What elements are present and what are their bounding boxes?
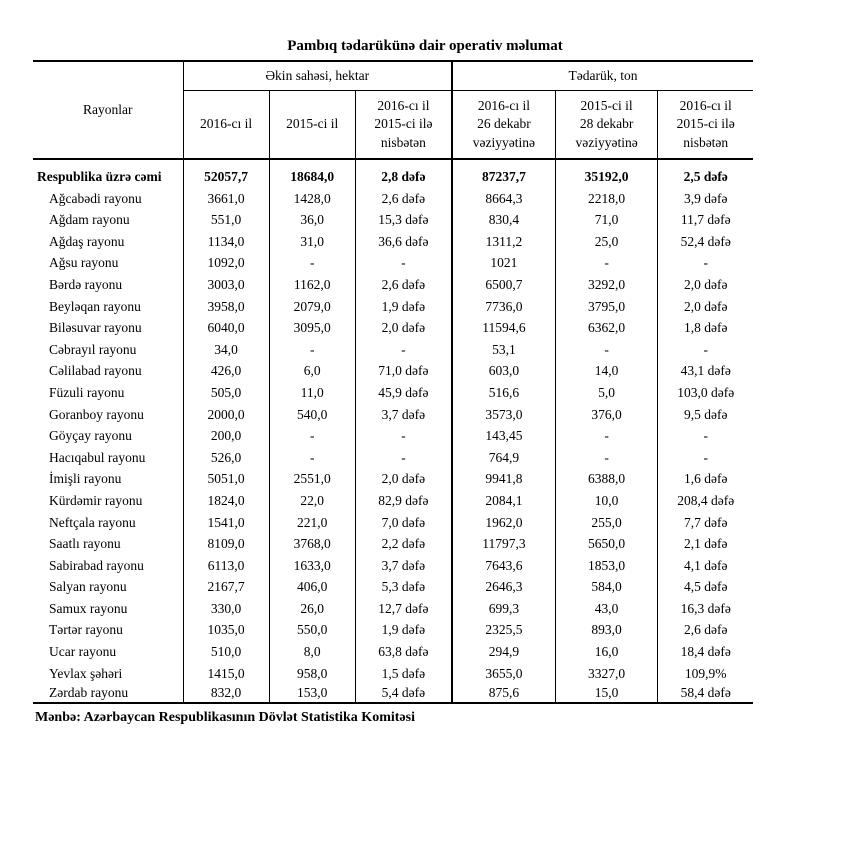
cell: - bbox=[269, 447, 355, 469]
cell: 36,0 bbox=[269, 209, 355, 231]
table-row bbox=[33, 188, 753, 210]
region-name: Samux rayonu bbox=[49, 600, 128, 616]
cell: 3661,0 bbox=[183, 188, 269, 210]
cell: - bbox=[555, 252, 658, 274]
region-name: Salyan rayonu bbox=[49, 579, 127, 595]
cell: 376,0 bbox=[555, 404, 658, 426]
region-name: Ağcabədi rayonu bbox=[49, 190, 142, 206]
cell: - bbox=[355, 425, 452, 447]
region-name: Cəbrayıl rayonu bbox=[49, 341, 137, 357]
cell: 1541,0 bbox=[183, 512, 269, 534]
cell: 6113,0 bbox=[183, 555, 269, 577]
region-name: Neftçala rayonu bbox=[49, 514, 136, 530]
cell: - bbox=[269, 425, 355, 447]
cell: 208,4 dəfə bbox=[658, 490, 753, 512]
cell: 2,8 dəfə bbox=[355, 159, 452, 188]
cell: 6500,7 bbox=[452, 274, 555, 296]
cell: 58,4 dəfə bbox=[658, 684, 753, 703]
cell: 143,45 bbox=[452, 425, 555, 447]
cell: 1,9 dəfə bbox=[355, 619, 452, 641]
cell: 6040,0 bbox=[183, 317, 269, 339]
table-row bbox=[33, 512, 753, 534]
cell: 15,0 bbox=[555, 684, 658, 703]
cell: 6362,0 bbox=[555, 317, 658, 339]
cell: 2084,1 bbox=[452, 490, 555, 512]
region-name: Zərdab rayonu bbox=[33, 684, 183, 703]
cotton-table bbox=[33, 60, 753, 704]
cell: 2,6 dəfə bbox=[658, 619, 753, 641]
cell: 11,0 bbox=[269, 382, 355, 404]
cell: 1853,0 bbox=[555, 555, 658, 577]
cell: 14,0 bbox=[555, 360, 658, 382]
cell: 1824,0 bbox=[183, 490, 269, 512]
cell: 3768,0 bbox=[269, 533, 355, 555]
header-regions: Rayonlar bbox=[33, 61, 183, 159]
cell: 8664,3 bbox=[452, 188, 555, 210]
cell: 10,0 bbox=[555, 490, 658, 512]
cell: 7643,6 bbox=[452, 555, 555, 577]
cell: 2000,0 bbox=[183, 404, 269, 426]
cell: 526,0 bbox=[183, 447, 269, 469]
cell: 43,1 dəfə bbox=[658, 360, 753, 382]
header-area-2016: 2016-cı il bbox=[183, 91, 269, 160]
table-row bbox=[33, 533, 753, 555]
cell: 406,0 bbox=[269, 576, 355, 598]
cell: 36,6 dəfə bbox=[355, 231, 452, 253]
cell: 7736,0 bbox=[452, 296, 555, 318]
cell: 551,0 bbox=[183, 209, 269, 231]
cell: 1035,0 bbox=[183, 619, 269, 641]
cell: 9941,8 bbox=[452, 468, 555, 490]
cell: 25,0 bbox=[555, 231, 658, 253]
table-row bbox=[33, 576, 753, 598]
cell: 830,4 bbox=[452, 209, 555, 231]
table-row bbox=[33, 641, 753, 663]
cell: 2,0 dəfə bbox=[355, 468, 452, 490]
table-row bbox=[33, 684, 753, 703]
table-row bbox=[33, 598, 753, 620]
table-row bbox=[33, 209, 753, 231]
cell: 11797,3 bbox=[452, 533, 555, 555]
cell: 294,9 bbox=[452, 641, 555, 663]
cell: 5051,0 bbox=[183, 468, 269, 490]
total-label: Respublika üzrə cəmi bbox=[37, 169, 162, 184]
table-row bbox=[33, 490, 753, 512]
cell: 71,0 bbox=[555, 209, 658, 231]
cell: 2079,0 bbox=[269, 296, 355, 318]
region-name: Füzuli rayonu bbox=[49, 384, 125, 400]
cell: 53,1 bbox=[452, 339, 555, 361]
cell: 603,0 bbox=[452, 360, 555, 382]
region-name: Ucar rayonu bbox=[49, 644, 117, 660]
cell: 153,0 bbox=[269, 684, 355, 703]
header-area-ratio: 2016-cı il 2015-ci ilə nisbətən bbox=[355, 91, 452, 160]
cell: 16,3 dəfə bbox=[658, 598, 753, 620]
cell: 764,9 bbox=[452, 447, 555, 469]
cell: 3292,0 bbox=[555, 274, 658, 296]
cell: 87237,7 bbox=[452, 159, 555, 188]
cell: 3,7 dəfə bbox=[355, 555, 452, 577]
cell: 7,0 dəfə bbox=[355, 512, 452, 534]
cell: 3095,0 bbox=[269, 317, 355, 339]
region-name: Cəlilabad rayonu bbox=[49, 363, 142, 379]
cell: 1,9 dəfə bbox=[355, 296, 452, 318]
source-note: Mənbə: Azərbaycan Respublikasının Dövlət Statistika Komitəsi bbox=[35, 710, 415, 725]
region-name: Saatlı rayonu bbox=[49, 536, 121, 552]
region-name: Goranboy rayonu bbox=[49, 406, 144, 422]
cell: - bbox=[355, 339, 452, 361]
cell: 221,0 bbox=[269, 512, 355, 534]
cell: 5,4 dəfə bbox=[355, 684, 452, 703]
cell: 22,0 bbox=[269, 490, 355, 512]
cell: 200,0 bbox=[183, 425, 269, 447]
cell: 6388,0 bbox=[555, 468, 658, 490]
cell: 103,0 dəfə bbox=[658, 382, 753, 404]
header-proc-ratio: 2016-cı il 2015-ci ilə nisbətən bbox=[658, 91, 753, 160]
region-name: Yevlax şəhəri bbox=[49, 665, 123, 681]
cell: - bbox=[269, 339, 355, 361]
header-proc-2015: 2015-ci il 28 dekabr vəziyyətinə bbox=[555, 91, 658, 160]
cell: 43,0 bbox=[555, 598, 658, 620]
cell: 699,3 bbox=[452, 598, 555, 620]
cell: 34,0 bbox=[183, 339, 269, 361]
cell: 1311,2 bbox=[452, 231, 555, 253]
table-row bbox=[33, 317, 753, 339]
cell: 35192,0 bbox=[555, 159, 658, 188]
cell: - bbox=[658, 339, 753, 361]
header-proc-2016: 2016-cı il 26 dekabr vəziyyətinə bbox=[452, 91, 555, 160]
cell: 1415,0 bbox=[183, 663, 269, 685]
cell: 2,2 dəfə bbox=[355, 533, 452, 555]
cell: 1092,0 bbox=[183, 252, 269, 274]
cell: 426,0 bbox=[183, 360, 269, 382]
table-row bbox=[33, 296, 753, 318]
cell: 1,5 dəfə bbox=[355, 663, 452, 685]
cell: 52057,7 bbox=[183, 159, 269, 188]
cell: 540,0 bbox=[269, 404, 355, 426]
cell: 2218,0 bbox=[555, 188, 658, 210]
cell: 330,0 bbox=[183, 598, 269, 620]
cell: 2551,0 bbox=[269, 468, 355, 490]
cell: 5,0 bbox=[555, 382, 658, 404]
cell: 1134,0 bbox=[183, 231, 269, 253]
cell: 11594,6 bbox=[452, 317, 555, 339]
table-row bbox=[33, 339, 753, 361]
cell: 82,9 dəfə bbox=[355, 490, 452, 512]
cell: 505,0 bbox=[183, 382, 269, 404]
table-row bbox=[33, 468, 753, 490]
table-row bbox=[33, 663, 753, 685]
cell: 516,6 bbox=[452, 382, 555, 404]
cell: 15,3 dəfə bbox=[355, 209, 452, 231]
cell: 1428,0 bbox=[269, 188, 355, 210]
table-row bbox=[33, 425, 753, 447]
cell: 1633,0 bbox=[269, 555, 355, 577]
table-row bbox=[33, 231, 753, 253]
cell: 3327,0 bbox=[555, 663, 658, 685]
table-row bbox=[33, 252, 753, 274]
region-name: Beyləqan rayonu bbox=[49, 298, 141, 314]
cell: - bbox=[658, 252, 753, 274]
cell: 2,5 dəfə bbox=[658, 159, 753, 188]
cell: 1,6 dəfə bbox=[658, 468, 753, 490]
cell: 71,0 dəfə bbox=[355, 360, 452, 382]
cell: 8,0 bbox=[269, 641, 355, 663]
cell: 2,0 dəfə bbox=[658, 274, 753, 296]
cell: 45,9 dəfə bbox=[355, 382, 452, 404]
cell: 18684,0 bbox=[269, 159, 355, 188]
region-name: Kürdəmir rayonu bbox=[49, 492, 143, 508]
cell: 2,0 dəfə bbox=[658, 296, 753, 318]
cell: - bbox=[269, 252, 355, 274]
cell: 5,3 dəfə bbox=[355, 576, 452, 598]
region-name: Bərdə rayonu bbox=[49, 276, 123, 292]
cell: 1021 bbox=[452, 252, 555, 274]
cell: - bbox=[658, 425, 753, 447]
cell: 3573,0 bbox=[452, 404, 555, 426]
cell: 893,0 bbox=[555, 619, 658, 641]
cell: 3655,0 bbox=[452, 663, 555, 685]
table-row bbox=[33, 274, 753, 296]
cell: 9,5 dəfə bbox=[658, 404, 753, 426]
cell: 26,0 bbox=[269, 598, 355, 620]
header-group-procurement: Tədarük, ton bbox=[452, 61, 753, 91]
region-name: Biləsuvar rayonu bbox=[49, 320, 142, 336]
cell: - bbox=[555, 425, 658, 447]
cell: 8109,0 bbox=[183, 533, 269, 555]
region-name: Tərtər rayonu bbox=[49, 622, 123, 638]
cell: 5650,0 bbox=[555, 533, 658, 555]
cell: 31,0 bbox=[269, 231, 355, 253]
cell: 4,5 dəfə bbox=[658, 576, 753, 598]
cell: 958,0 bbox=[269, 663, 355, 685]
cell: - bbox=[355, 447, 452, 469]
cell: 3,9 dəfə bbox=[658, 188, 753, 210]
cell: - bbox=[555, 339, 658, 361]
table-title: Pambıq tədarükünə dair operativ məlumat bbox=[287, 38, 563, 54]
cell: - bbox=[658, 447, 753, 469]
region-name: Hacıqabul rayonu bbox=[49, 449, 146, 465]
region-name: İmişli rayonu bbox=[49, 471, 122, 487]
cell: 2167,7 bbox=[183, 576, 269, 598]
cell: 11,7 dəfə bbox=[658, 209, 753, 231]
cell: - bbox=[355, 252, 452, 274]
cell: 2325,5 bbox=[452, 619, 555, 641]
cell: 12,7 dəfə bbox=[355, 598, 452, 620]
cell: 109,9% bbox=[658, 663, 753, 685]
cell: 6,0 bbox=[269, 360, 355, 382]
region-name: Sabirabad rayonu bbox=[49, 557, 144, 573]
table-row bbox=[33, 404, 753, 426]
region-name: Ağdam rayonu bbox=[49, 212, 130, 228]
table-row bbox=[33, 555, 753, 577]
region-name: Ağsu rayonu bbox=[49, 255, 119, 271]
cell: 2,6 dəfə bbox=[355, 274, 452, 296]
cell: 3003,0 bbox=[183, 274, 269, 296]
cell: 1162,0 bbox=[269, 274, 355, 296]
cell: 16,0 bbox=[555, 641, 658, 663]
header-group-area: Əkin sahəsi, hektar bbox=[183, 61, 452, 91]
header-area-2015: 2015-ci il bbox=[269, 91, 355, 160]
cell: 510,0 bbox=[183, 641, 269, 663]
table-row bbox=[33, 360, 753, 382]
cell: 550,0 bbox=[269, 619, 355, 641]
cell: 18,4 dəfə bbox=[658, 641, 753, 663]
cell: 3958,0 bbox=[183, 296, 269, 318]
cell: 875,6 bbox=[452, 684, 555, 703]
table-row bbox=[33, 382, 753, 404]
table-row bbox=[33, 447, 753, 469]
table-row bbox=[33, 619, 753, 641]
cell: 52,4 dəfə bbox=[658, 231, 753, 253]
cell: 3,7 dəfə bbox=[355, 404, 452, 426]
region-name: Göyçay rayonu bbox=[49, 428, 132, 444]
cell: 1,8 dəfə bbox=[658, 317, 753, 339]
cell: 3795,0 bbox=[555, 296, 658, 318]
region-name: Ağdaş rayonu bbox=[49, 233, 125, 249]
cell: 7,7 dəfə bbox=[658, 512, 753, 534]
total-row bbox=[33, 159, 753, 188]
cell: 2,1 dəfə bbox=[658, 533, 753, 555]
cell: 832,0 bbox=[183, 684, 269, 703]
cell: 255,0 bbox=[555, 512, 658, 534]
cell: 4,1 dəfə bbox=[658, 555, 753, 577]
cell: 63,8 dəfə bbox=[355, 641, 452, 663]
cell: 2,6 dəfə bbox=[355, 188, 452, 210]
cell: 2,0 dəfə bbox=[355, 317, 452, 339]
cell: 2646,3 bbox=[452, 576, 555, 598]
cell: 584,0 bbox=[555, 576, 658, 598]
cell: - bbox=[555, 447, 658, 469]
cell: 1962,0 bbox=[452, 512, 555, 534]
